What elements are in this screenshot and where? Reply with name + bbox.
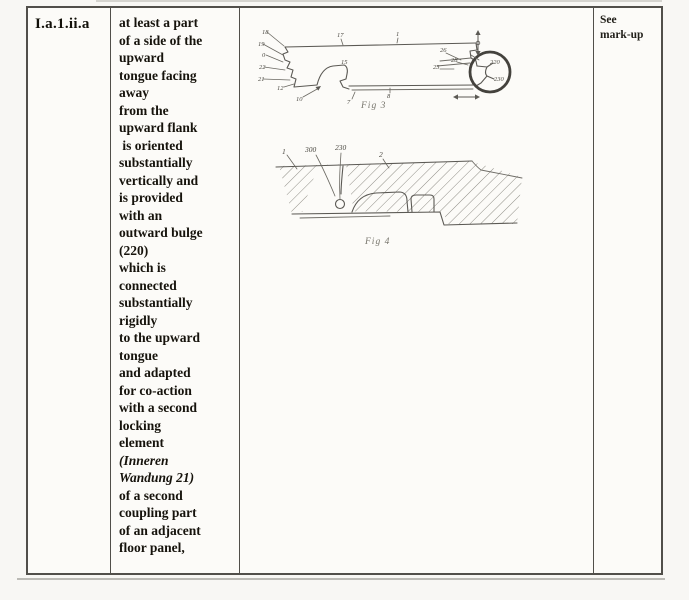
claim-text-line: at least a part xyxy=(119,15,199,30)
fig3-ref-label: 28 xyxy=(451,57,458,64)
claim-text-line: is provided xyxy=(119,190,183,205)
claim-text-line: (Inneren xyxy=(119,452,169,468)
fig3-ref-label: 17 xyxy=(337,32,344,39)
claim-text-line: (220) xyxy=(119,242,149,258)
claim-text-line: away xyxy=(119,85,149,100)
remark-line: mark-up xyxy=(600,28,644,41)
claim-text-line: to the upward xyxy=(119,330,201,345)
fig3-ref-label: 26 xyxy=(440,47,447,54)
claim-text-line: tongue facing xyxy=(119,67,197,83)
claim-text-line: upward xyxy=(119,50,165,65)
fig3-ref-label: 230 xyxy=(494,76,504,83)
claim-text-line: from the xyxy=(119,102,169,118)
fig3-drawing xyxy=(258,29,510,111)
fig3-horizontal-arrow-icon xyxy=(453,94,480,99)
claim-text-line: substantially xyxy=(119,295,193,310)
fig3-ref-label: 19 xyxy=(258,41,265,48)
claim-text-line: element xyxy=(119,435,164,450)
fig3-ref-label: 1 xyxy=(396,31,400,38)
claim-text-line: of a side of the xyxy=(119,32,203,48)
fig4-ref-label: 300 xyxy=(305,145,317,154)
fig4-ref-label: 2 xyxy=(379,150,383,159)
fig3-ref-label: 23 xyxy=(433,64,440,71)
claim-text-line: for co-action xyxy=(119,382,192,398)
fig4-ref-label: 1 xyxy=(282,147,286,156)
scan-artifact-top xyxy=(96,0,662,2)
fig4-drawing xyxy=(276,143,522,247)
claim-text-line: Wandung 21) xyxy=(119,470,195,485)
claim-text-line: upward flank xyxy=(119,120,198,135)
claim-text-line: which is xyxy=(119,260,166,275)
claim-id: I.a.1.ii.a xyxy=(35,16,90,32)
remark-cell xyxy=(594,8,661,573)
fig3-ref-label: 8 xyxy=(387,93,391,100)
claim-text-line: of an adjacent xyxy=(119,522,201,538)
claim-text-line: floor panel, xyxy=(119,540,185,555)
fig3-ref-label: 21 xyxy=(258,76,265,83)
claim-text-cell xyxy=(111,8,240,573)
claim-text-line: locking xyxy=(119,417,162,433)
claim-text-line: with a second xyxy=(119,400,198,415)
patent-figures-drawing xyxy=(240,8,592,573)
claim-text-line: vertically and xyxy=(119,172,199,188)
fig3-vertical-arrow-icon xyxy=(475,30,480,56)
claim-text-line: substantially xyxy=(119,155,193,170)
fig3-caption: Fig 3 xyxy=(361,101,387,111)
claim-text-line: and adapted xyxy=(119,365,191,380)
remark-line: See xyxy=(600,14,617,26)
claim-text-line: is oriented xyxy=(119,137,183,153)
fig3-ref-label: 18 xyxy=(262,29,269,36)
claim-text-line: of a second xyxy=(119,487,183,503)
fig3-ref-label: 12 xyxy=(277,85,284,92)
fig4-caption: Fig 4 xyxy=(365,237,391,247)
fig4-ref-label: 230 xyxy=(335,143,347,152)
fig3-ref-label: 0 xyxy=(262,52,266,59)
claim-text-line: coupling part xyxy=(119,505,197,520)
fig3-ref-label: 15 xyxy=(341,59,348,66)
fig3-ref-label: 22 xyxy=(259,64,266,71)
fig3-ref-label: 7 xyxy=(347,99,351,106)
fig3-ref-label: 10 xyxy=(296,96,303,103)
claim-text-line: tongue xyxy=(119,347,159,363)
claim-chart-table xyxy=(26,6,663,575)
claim-text-line: with an xyxy=(119,207,163,223)
claim-text-line: outward bulge xyxy=(119,225,203,240)
claim-text-line: rigidly xyxy=(119,312,158,328)
claim-text-line: connected xyxy=(119,277,177,293)
claim-id-cell xyxy=(28,8,111,573)
figures-cell xyxy=(240,8,594,573)
fig3-ref-label: 220 xyxy=(490,59,500,66)
scan-artifact-bottom xyxy=(17,578,665,580)
